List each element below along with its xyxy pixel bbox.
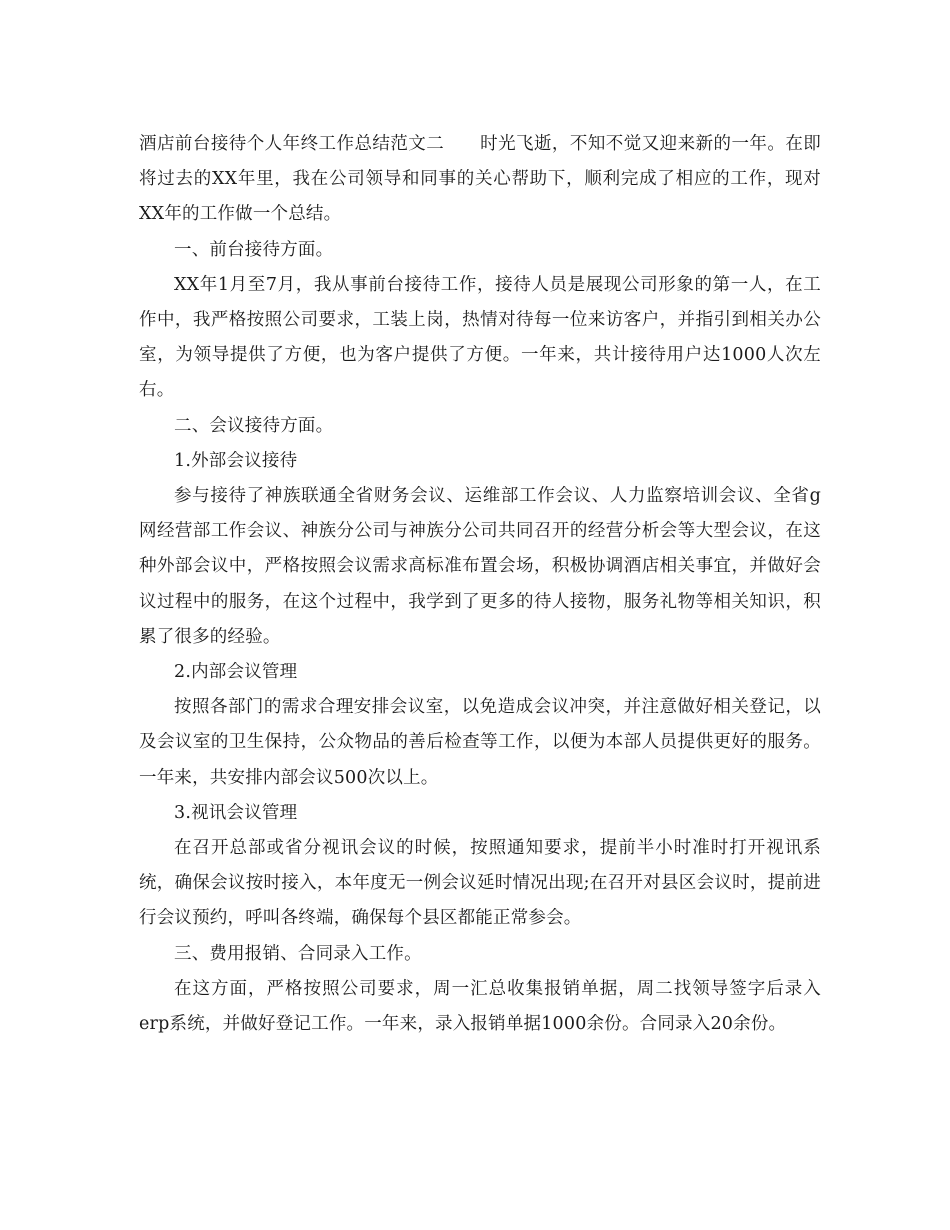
expense-paragraph: 在这方面，严格按照公司要求，周一汇总收集报销单据，周二找领导签字后录入erp系统，并做好登记工作。一年来，录入报销单据1000余份。合同录入20余份。 <box>139 978 821 1035</box>
subheading-external-meeting: 1.外部会议接待 <box>174 450 298 471</box>
section-heading-front-desk: 一、前台接待方面。 <box>174 239 334 260</box>
external-meeting-paragraph: 参与接待了神族联通全省财务会议、运维部工作会议、人力监察培训会议、全省g网经营部工作会议、神族分公司与神族分公司共同召开的经营分析会等大型会议，在这种外部会议中，严格按照会议需求高标准布置会场，积极协调酒店相关事宜，并做好会议过程中的服务，在这个过程中，我学到了更多的待人接物，服务礼物等相关知识，积累了很多的经验。 <box>139 486 821 647</box>
document-body <box>139 127 821 1042</box>
section-heading-expense: 三、费用报销、合同录入工作。 <box>174 943 422 964</box>
subheading-internal-meeting: 2.内部会议管理 <box>174 662 298 683</box>
video-meeting-paragraph: 在召开总部或省分视讯会议的时候，按照通知要求，提前半小时准时打开视讯系统，确保会议按时接入，本年度无一例会议延时情况出现;在召开对县区会议时，提前进行会议预约，呼叫各终端，确保每个县区都能正常参会。 <box>139 838 821 929</box>
intro-paragraph: 酒店前台接待个人年终工作总结范文二 时光飞逝，不知不觉又迎来新的一年。在即将过去的XX年里，我在公司领导和同事的关心帮助下，顺利完成了相应的工作，现对XX年的工作做一个总结。 <box>139 134 821 225</box>
front-desk-paragraph: XX年1月至7月，我从事前台接待工作，接待人员是展现公司形象的第一人，在工作中，我严格按照公司要求，工装上岗，热情对待每一位来访客户，并指引到相关办公室，为领导提供了方便，也为客户提供了方便。一年来，共计接待用户达1000人次左右。 <box>139 274 821 401</box>
internal-meeting-paragraph: 按照各部门的需求合理安排会议室，以免造成会议冲突，并注意做好相关登记，以及会议室的卫生保持，公众物品的善后检查等工作，以便为本部人员提供更好的服务。一年来，共安排内部会议500次以上。 <box>139 697 821 788</box>
subheading-video-meeting: 3.视讯会议管理 <box>174 802 298 823</box>
section-heading-meeting: 二、会议接待方面。 <box>174 415 334 436</box>
